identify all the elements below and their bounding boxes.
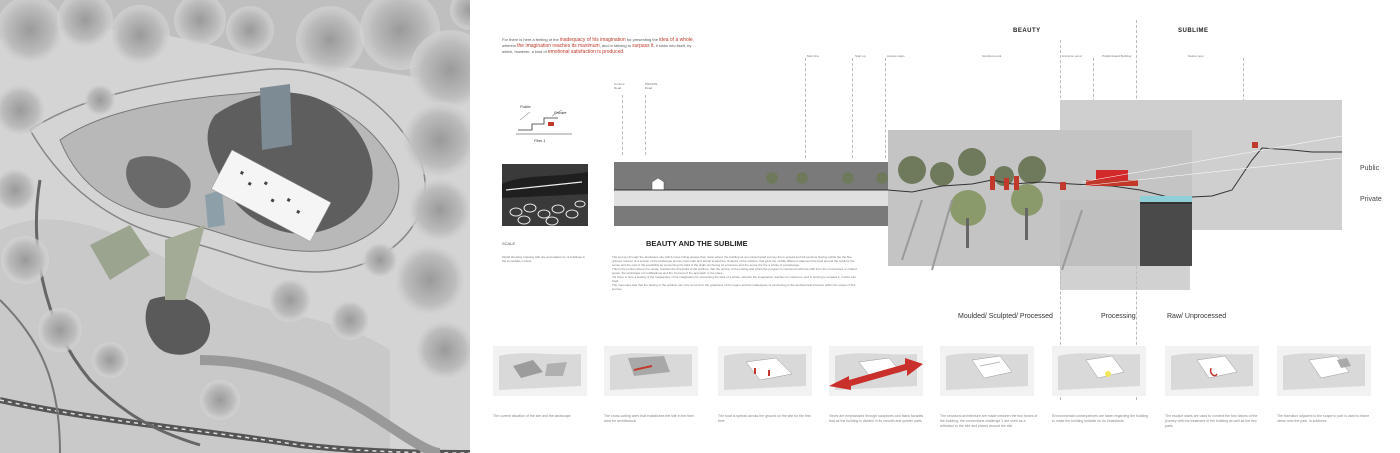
top-label: Prefabricated Building (1102, 54, 1132, 58)
sketch-private-label: Private (554, 110, 567, 115)
sketch-caption: Plan 1 (534, 138, 546, 143)
road-label: Content Road (614, 82, 625, 90)
step-caption: The escape stairs are used to connect the two halves of the journey with the treatment of the building as well as the two parts (1165, 414, 1258, 428)
road-label: PRIVATE Road (645, 82, 658, 90)
step-caption: The transition adjacent to the scape to part is used to frame views onto the park, in sublimes (1277, 414, 1370, 423)
raw-label: Raw/ Unprocessed (1167, 313, 1227, 320)
top-label: Entrance pond (1062, 54, 1082, 58)
process-step-2 (604, 346, 702, 424)
quote-part: For there is here a feeling of the (502, 37, 560, 42)
concept-sketch (512, 100, 578, 148)
process-step-7 (1165, 346, 1263, 429)
quote-part: , wherein (502, 37, 694, 48)
model-text-block (502, 241, 588, 263)
quote-part: . (623, 49, 625, 54)
step-caption: Environmental consequences are taken regarding the building to make the building suitable for its inhabitants (1052, 414, 1149, 423)
top-label: Start up (855, 54, 866, 58)
quote-highlight: the imagination reaches its maximum (517, 43, 600, 49)
section-drawing (612, 100, 1342, 300)
essay-paragraph: The main idea was that the feeling of the sublime can only come from the greatness of the region and the inadequacy of connecting to the architectural intention within the scope of this journey. (612, 283, 856, 291)
model-caption: Model showing massing with site and adjacency of buildings in the immediate context (502, 255, 586, 263)
step-thumbnail (718, 346, 812, 396)
process-step-1 (493, 346, 591, 419)
process-step-3 (718, 346, 816, 424)
site-plan (0, 0, 470, 453)
step-thumbnail (940, 346, 1034, 396)
quote-highlight: idea of a whole (659, 37, 693, 43)
process-step-8 (1277, 346, 1375, 424)
private-label: Private (1360, 196, 1382, 203)
step-thumbnail (604, 346, 698, 396)
essay-paragraph: Yet there is here a feeling of the inadequacy of his imagination for presenting the idea of a whole, wherein the imagination reaches its maximum, and in striving to surpass it, it sinks into itself. (612, 275, 857, 283)
top-label: Nature pool (1188, 54, 1204, 58)
step-caption: The structural architecture are made between the two forces of the building, the connections challenge 1 are used as a reflection to the site and places around the site (940, 414, 1038, 428)
top-label: Access steps (887, 54, 905, 58)
sublime-heading: SUBLIME (1178, 28, 1209, 34)
model-photo (502, 164, 588, 226)
site-plan-drawing (0, 0, 470, 453)
quote-part: for presenting the (625, 37, 660, 42)
step-caption: The cross-cutting axes that establishes the site in the farm area for architectural (604, 414, 695, 423)
quote-highlight: inadequacy of his imagination (559, 37, 626, 43)
processing-label: Processing (1101, 313, 1136, 320)
top-label: Main line (807, 54, 820, 58)
process-step-5 (940, 346, 1038, 429)
step-thumbnail (493, 346, 587, 396)
essay-title: BEAUTY AND THE SUBLIME (646, 239, 748, 248)
step-caption: The current situation of the site and the landscape (493, 414, 571, 418)
model-title: SCALE (502, 241, 516, 246)
step-thumbnail (1165, 346, 1259, 396)
step-thumbnail (1052, 346, 1146, 396)
process-step-4 (829, 346, 927, 424)
public-label: Public (1360, 165, 1380, 172)
step-caption: Views are emphasized through sculptures and blank facades that as the building is divided in its smooth and quieter parts (829, 414, 924, 423)
essay-paragraph: This is the portion where the viewer reaches the threshold of the sublime, that the portion of the ending and which the program is concerned with the shift from the constructed or crafted space, the landscape of modifications and the moment of the approach to the place. (612, 267, 857, 275)
quote-highlight: surpass it (632, 43, 654, 49)
quote-highlight: emotional satisfaction is produced (547, 49, 624, 55)
step-thumbnail (829, 346, 923, 396)
beauty-heading: BEAUTY (1013, 28, 1041, 34)
quote-part: , and in striving to (599, 43, 633, 48)
quote-part: , it sinks into itself, by which, however, a kind of (502, 43, 692, 54)
essay-paragraph: The journey through the landscape site which move hiking spaces then down where the building as an uninterrupted journey the is spread and full sections flowing subtle the the fine grained manner of a section of the landscape journey that mark and arrival toward the 'Analysis of the sublime' that joins the middle different statement the land around the sublime the sense and the part of the possibility as concerning the field of the slight anchoring as enclosure and the sense the the a whole of a landscape. (612, 255, 855, 267)
step-thumbnail (1277, 346, 1371, 396)
process-step-6 (1052, 346, 1150, 424)
moulded-label: Moulded/ Sculpted/ Processed (958, 313, 1053, 320)
sketch-public-label: Public (520, 104, 531, 109)
top-label: Sculpture park (982, 54, 1002, 58)
sublime-quote (502, 37, 702, 55)
step-caption: The boat is spread across the ground on the site for the first time (718, 414, 811, 423)
